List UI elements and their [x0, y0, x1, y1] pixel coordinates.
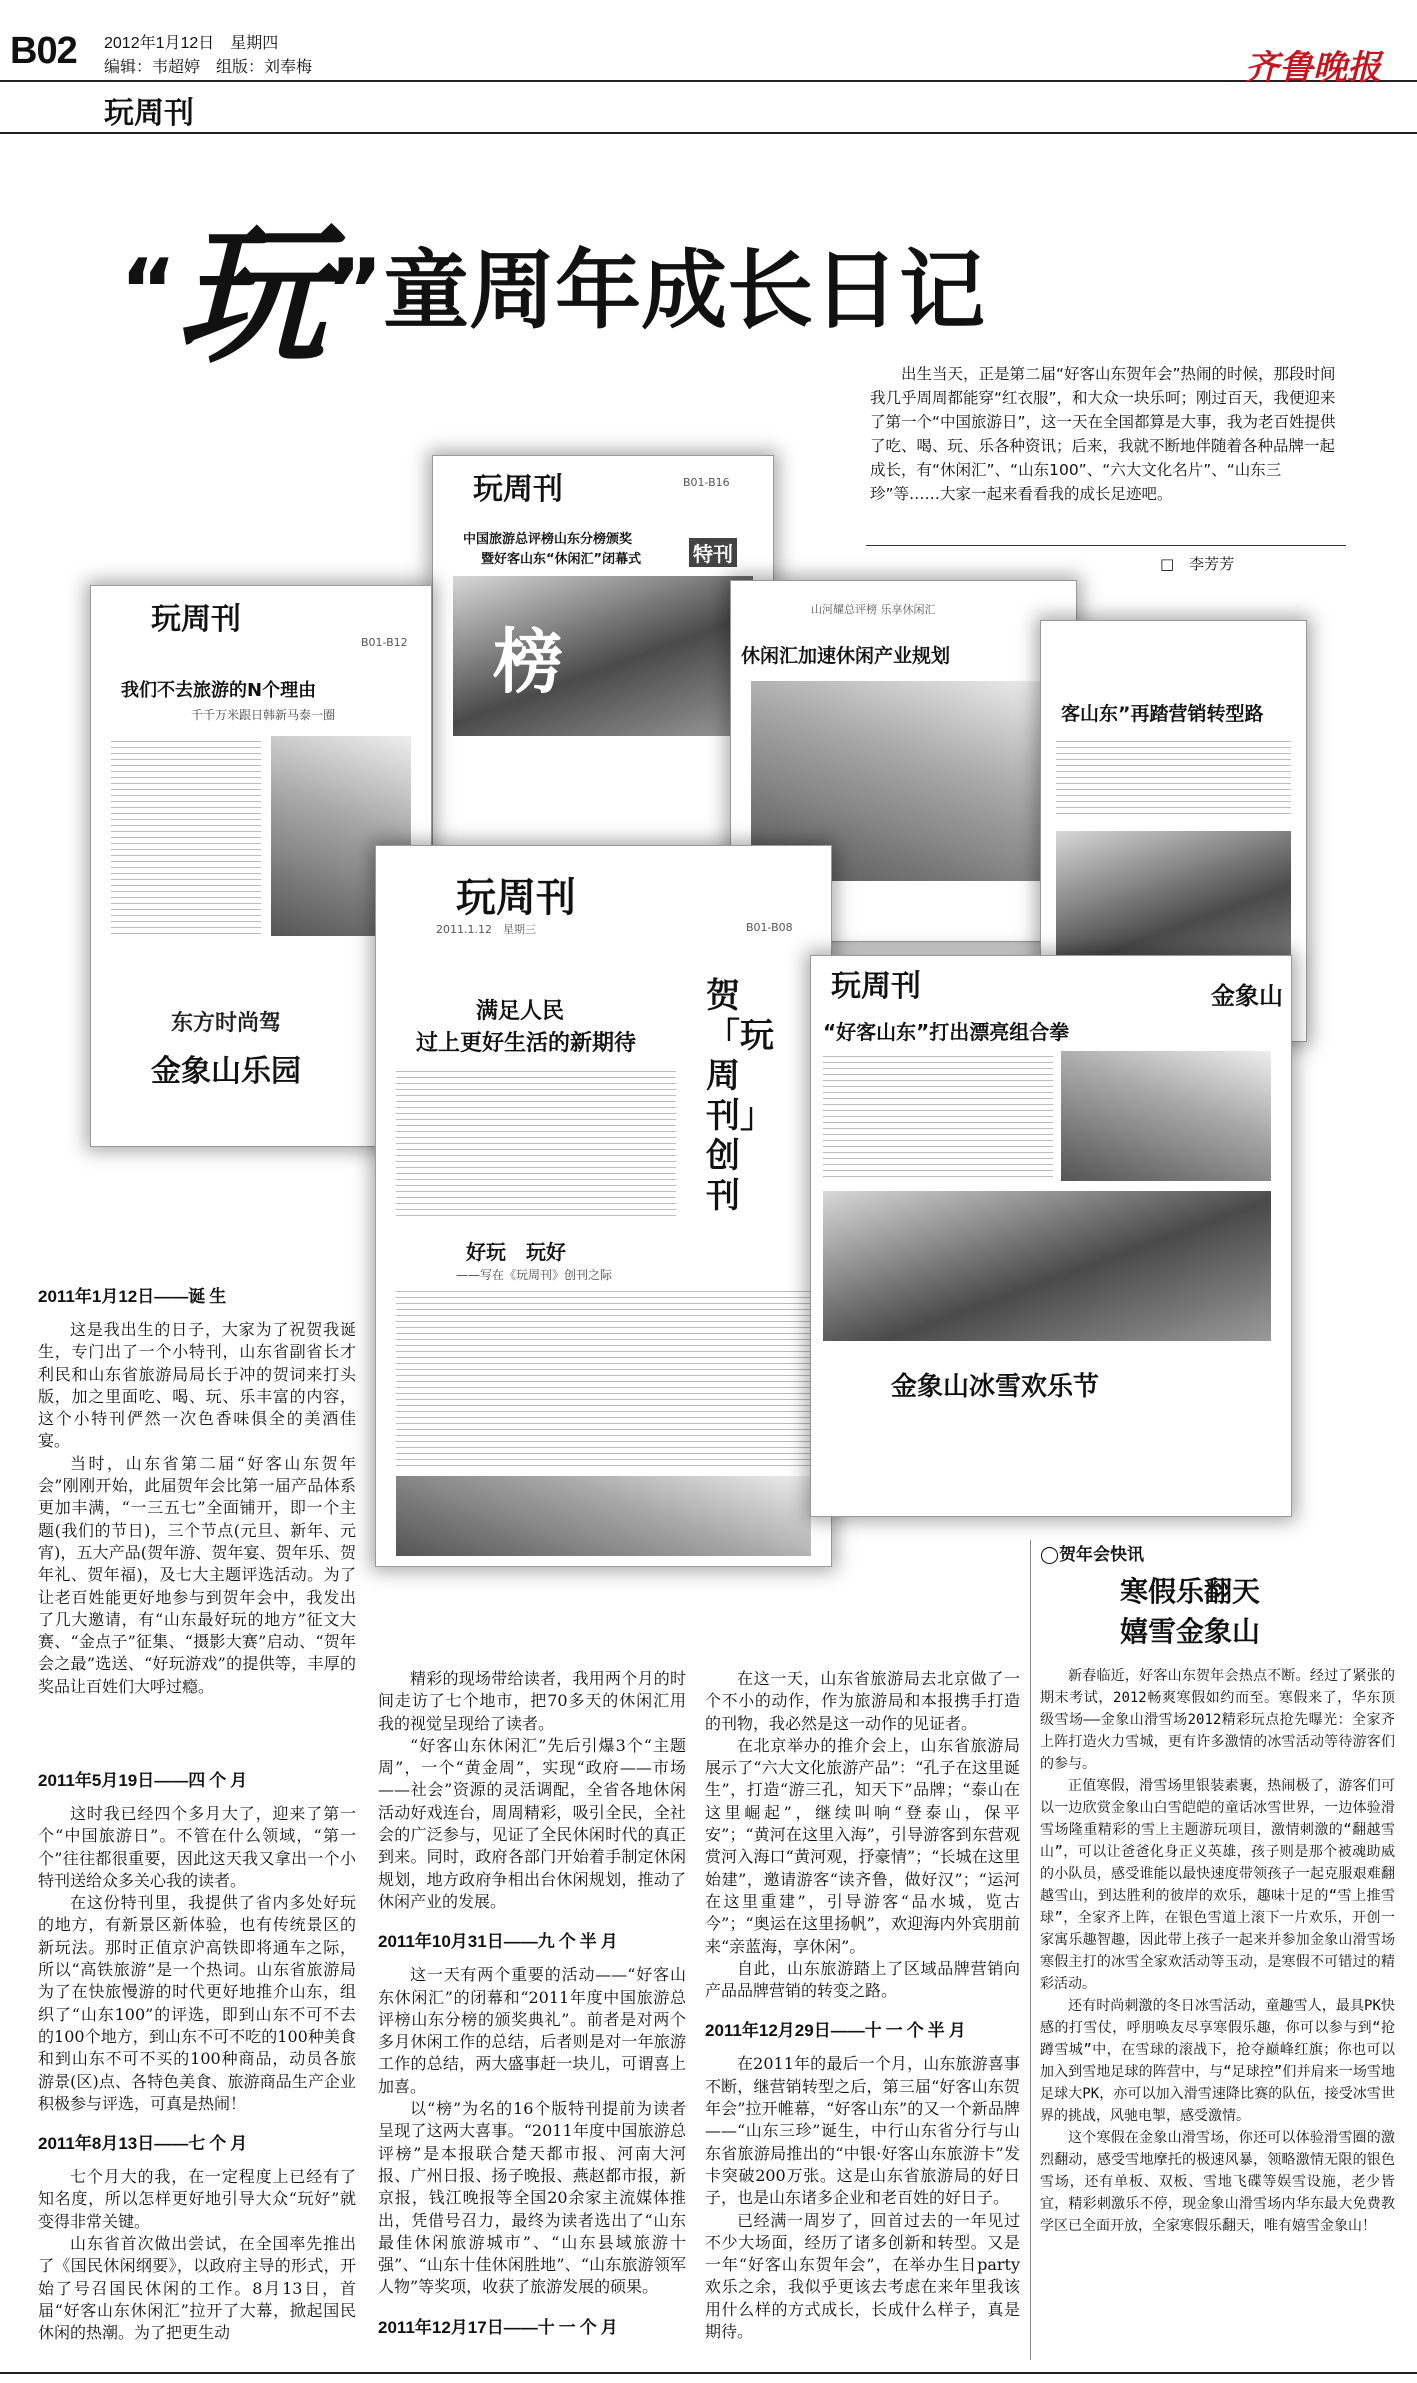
card-text-block [823, 1051, 1053, 1181]
headline-close-quote: ” [326, 241, 384, 341]
card-head: 休闲汇加速休闲产业规划 [741, 645, 951, 667]
headline-open-quote: “ [120, 241, 177, 341]
card-photo-crowd [823, 1191, 1271, 1341]
article-paragraph: 自此，山东旅游踏上了区域品牌营销向产品品牌营销的转变之路。 [705, 1958, 1020, 2001]
sidebar-paragraph: 这个寒假在金象山滑雪场，你还可以体验滑雪圈的激烈翻动，感受雪地摩托的极速风暴，领略激情无限的银色雪场，还有单板、双板、雪地飞碟等娱雪设施，老少皆宜，精彩刺激乐不停，现金象山滑雪场内华东最大免费教学区已全面开放，全家寒假乐翻天，唯有嬉雪金象山！ [1040, 2130, 1395, 2234]
card-pages: B01-B08 [746, 921, 793, 934]
article-paragraph: 当时，山东省第二届“好客山东贺年会”刚刚开始，此届贺年会比第一届产品体系更加丰满，“一三五七”全面铺开，即一个主题(我们的节日)，三个节点(元旦、新年、元宵)，五大产品(贺年游、贺年宴、贺年乐、贺年礼、贺年福)，及七大主题评选活动。为了让老百姓能更好地参与到贺年会中，我发出了几大邀请，有“山东最好玩的地方”征文大赛、“金点子”征集、“摄影大赛”启动、“贺年会之最”选送、“好玩游戏”的提供等，丰厚的奖品让百姓们大呼过瘾。 [38, 1453, 356, 1696]
article-paragraph: 这时我已经四个多月大了，迎来了第一个“中国旅游日”。不管在什么领域，“第一个”往往都很重要，因此这天我又拿出一个小特刊送给众多关心我的读者。 [38, 1804, 356, 1890]
card-head: 中国旅游总评榜山东分榜颁奖 [463, 532, 633, 547]
author-byline: □ 李芳芳 [1160, 555, 1235, 573]
bottom-rule [0, 2372, 1417, 2374]
card-head-2: 暨好客山东“休闲汇”闭幕式 [481, 552, 642, 567]
headline-big-char: 玩 [176, 208, 327, 384]
issue-card-launch [375, 845, 832, 1567]
card-pages: B01-B12 [361, 636, 408, 649]
card-head: “好客山东”打出漂亮组合拳 [823, 1020, 1070, 1044]
card-pages: B01-B16 [683, 476, 730, 489]
sidebar-paragraph: 正值寒假，滑雪场里银装素裹，热闹极了，游客们可以一边欣赏金象山白雪皑皑的童话冰雪世界，一边体验滑雪场隆重精彩的雪上主题游玩项目，激情刺激的“翻越雪山”，可以让爸爸化身正义英雄，孩子则是那个被魂助威的小队员，感受谁能以最快速度带领孩子一起克服艰难翻越雪山，到达胜利的彼岸的欢乐，趣味十足的“雪上推雪球”，全家齐上阵，在银色雪道上滚下一片欢乐，开创一家寓乐趣智趣，因此带上孩子一起来并参加金象山滑雪场寒假主打的冰雪全家欢活动等玉动，是寒假不可错过的精彩活动。 [1040, 1778, 1395, 1992]
card-logo: 玩周刊 [831, 969, 921, 1004]
card-sub: 千千万米跟日韩新马泰一圈 [191, 708, 336, 722]
card-logo: 玩周刊 [456, 874, 576, 921]
card-sub: 好玩 玩好 [466, 1240, 566, 1264]
card-text-block [396, 1286, 811, 1466]
issue-date: 2012年1月12日 星期四 [104, 35, 279, 52]
article-column-2 [378, 1668, 686, 2350]
article-paragraph: 在这一天，山东省旅游局去北京做了一个不小的动作，作为旅游局和本报携手打造的刊物，我必然是这一动作的见证者。 [705, 1669, 1020, 1733]
section-name: 玩周刊 [104, 96, 194, 131]
card-skyline [396, 1476, 811, 1556]
card-logo: 玩周刊 [473, 472, 563, 507]
sidebar-subtitle: 嬉雪金象山 [1120, 1615, 1261, 1648]
card-text-block [111, 736, 261, 936]
article-paragraph: 已经满一周岁了，回首过去的一年见过不少大场面，经历了诸多创新和转型。又是一年“好客山东贺年会”，在举办生日party欢乐之余，我似乎更该去考虑在来年里我该用什么样的方式成长，长成什么样子，真是期待。 [705, 2210, 1020, 2342]
article-paragraph: 以“榜”为名的16个版特刊提前为读者呈现了这两大喜事。“2011年度中国旅游总评榜”是本报联合楚天都市报、河南大河报、广州日报、扬子晚报、燕赵都市报，新京报，钱江晚报等全国20余家主流媒体推出，凭借号召力，最终为读者选出了“山东最佳休闲旅游城市”、“山东县域旅游十强”、“山东十佳休闲胜地”、“山东旅游领军人物”等奖项，收获了旅游发展的硕果。 [378, 2099, 686, 2297]
section-rule [0, 132, 1417, 134]
column-divider [1030, 1540, 1031, 2360]
section-heading: 2011年12月29日——十一个半月 [705, 2021, 970, 2042]
page-number: B02 [10, 30, 77, 72]
article-paragraph: 这一天有两个重要的活动——“好客山东休闲汇”的闭幕和“2011年度中国旅游总评榜山东分榜的颁奖典礼”。前者是对两个多月休闲工作的总结，后者则是对一年旅游工作的总结，两大盛事赶一块儿，可谓喜上加喜。 [378, 1965, 686, 2096]
card-vertical-title: 贺「玩周刊」创刊 [706, 976, 774, 1216]
article-paragraph: 在2011年的最后一个月，山东旅游喜事不断，继营销转型之后，第三届“好客山东贺年会”拉开帷幕，“好客山东”的又一个新品牌——“山东三珍”诞生，中行山东省分行与山东省旅游局推出的“中银·好客山东旅游卡”发卡突破200万张。这是山东省旅游局的好日子，也是山东诸多企业和老百姓的好日子。 [705, 2054, 1020, 2208]
article-paragraph: “好客山东休闲汇”先后引爆3个“主题周”，一个“黄金周”，实现“政府——市场——社会”资源的灵活调配，全省各地休闲活动好戏连台，周周精彩，吸引全民，全社会的广泛参与，见证了全民休闲时代的真正到来。同时，政府各部门开始着手制定休闲规划，地方政府争相出台休闲规划，推动了休闲产业的发展。 [378, 1735, 686, 1911]
section-heading: 2011年1月12日——诞生 [38, 1287, 231, 1307]
article-column-1b [38, 1752, 356, 2345]
article-paragraph: 这是我出生的日子，大家为了祝贺我诞生，专门出了一个小特刊，山东省副省长才利民和山东省旅游局局长于冲的贺词来打头版，加之里面吃、喝、玩、乐丰富的内容，这个小特刊俨然一次色香味俱全的美酒佳宴。 [38, 1320, 356, 1451]
sidebar-title: 寒假乐翻天 [1120, 1575, 1261, 1608]
sidebar-body [1040, 1665, 1395, 2237]
card-head: 我们不去旅游的N个理由 [121, 680, 317, 701]
article-paragraph: 在北京举办的推介会上，山东省旅游局展示了“六大文化旅游产品”：“孔子在这里诞生”，打造“游三孔，知天下”品牌；“泰山在这里崛起”，继续叫响“登泰山，保平安”；“黄河在这里入海”，引导游客到东营观赏河入海口“黄河观，抒豪情”；“长城在这里始建”，邀请游客“读齐鲁，做好汉”；“运河在这里重建”，引导游客“品水城，览古今”；“奥运在这里扬帆”，欢迎海内外宾朋前来“亲蓝海，享休闲”。 [705, 1735, 1020, 1956]
issue-card-combo [810, 955, 1292, 1517]
card-big-char: 榜 [493, 620, 563, 703]
article-column-3 [705, 1668, 1020, 2343]
section-heading: 2011年10月31日——九个半月 [378, 1932, 622, 1953]
editor-credits: 编辑：韦超婷 组版：刘奉梅 [104, 59, 313, 76]
article-paragraph: 精彩的现场带给读者，我用两个月的时间走访了七个地市，把70多天的休闲汇用我的视觉呈现给了读者。 [378, 1669, 686, 1733]
card-special-badge: 特刊 [689, 538, 737, 567]
article-paragraph: 山东省首次做出尝试，在全国率先推出了《国民休闲纲要》，以政府主导的形式，开始了号召国民休闲的工作。8月13日，首届“好客山东休闲汇”拉开了大幕，掀起国民休闲的热潮。为了把更生动 [38, 2234, 356, 2343]
card-brand: 金象山 [1211, 982, 1283, 1010]
article-column-1 [38, 1268, 356, 1698]
newspaper-logo: 齐鲁晚报 [1245, 48, 1381, 88]
headline-rest: 童周年成长日记 [383, 241, 986, 341]
page-headline [120, 175, 985, 391]
card-date: 2011.1.12 星期三 [436, 923, 536, 936]
sidebar-label: ◯贺年会快讯 [1040, 1545, 1145, 1565]
card-photo [1061, 1051, 1271, 1181]
card-banner: 东方时尚驾 [171, 1011, 282, 1036]
intro-rule [866, 545, 1346, 546]
card-text-block [396, 1066, 676, 1216]
card-tag: 山河耀总评榜 乐享休闲汇 [811, 603, 936, 616]
section-heading: 2011年12月17日——十一个月 [378, 2317, 622, 2338]
masthead-rule [0, 80, 1417, 82]
sidebar-paragraph: 还有时尚刺激的冬日冰雪活动，童趣雪人，最具PK快感的打雪仗，呼朋唤友尽享寒假乐趣，你可以参与到“抢蹲雪城”中，在雪球的滚战下，抢夺巅峰红旗；你也可以加入到雪地足球的阵营中，与“足球控”们并肩来一场雪地足球大PK，亦可以加入滑雪速降比赛的队伍，接受冰雪世界的挑战，风驰电掣，感受激情。 [1040, 1998, 1395, 2124]
intro-paragraph: 出生当天，正是第二届“好客山东贺年会”热闹的时候，那段时间我几乎周周都能穿“红衣服”，和大众一块乐呵；刚过百天，我便迎来了第一个“中国旅游日”，这一天在全国都算是大事，我为老百姓提供了吃、喝、玩、乐各种资讯；后来，我就不断地伴随着各种品牌一起成长，有“休闲汇”、“山东100”、“六大文化名片”、“山东三珍”等……大家一起来看看我的成长足迹吧。 [870, 365, 1336, 503]
article-paragraph: 在这份特刊里，我提供了省内多处好玩的地方，有新景区新体验，也有传统景区的新玩法。那时正值京沪高铁即将通车之际，所以“高铁旅游”是一个热词。山东省旅游局为了在快旅慢游的时代更好地推介山东，组织了“山东100”的评选，即到山东不可不去的100个地方，到山东不可不吃的100种美食和到山东不可不买的100种商品，动员各旅游景(区)点、各特色美食、旅游商品生产企业积极参与评选，可真是热闹！ [38, 1893, 356, 2113]
issue-card-ranking [432, 455, 774, 887]
card-head: 客山东”再踏营销转型路 [1061, 703, 1264, 725]
section-heading: 2011年8月13日——七个月 [38, 2134, 252, 2155]
article-paragraph: 七个月大的我，在一定程度上已经有了知名度，所以怎样更好地引导大众“玩好”就变得非常关键。 [38, 2167, 356, 2231]
card-text-block [1056, 736, 1291, 816]
card-logo: 玩周刊 [151, 602, 241, 637]
section-heading: 2011年5月19日——四个月 [38, 1771, 252, 1791]
card-brand: 金象山乐园 [151, 1054, 301, 1089]
card-head: 满足人民 [476, 998, 565, 1024]
card-head-2: 过上更好生活的新期待 [416, 1030, 637, 1056]
card-sub-2: ——写在《玩周刊》创刊之际 [456, 1268, 613, 1282]
sidebar-paragraph: 新春临近，好客山东贺年会热点不断。经过了紧张的期末考试，2012畅爽寒假如约而至。寒假来了，华东顶级雪场——金象山滑雪场2012精彩玩点抢先曝光：全家齐上阵打造火力雪城，更有许多激情的冰雪活动等待游客们的参与。 [1040, 1668, 1395, 1772]
card-brand-2: 金象山冰雪欢乐节 [891, 1372, 1100, 1402]
